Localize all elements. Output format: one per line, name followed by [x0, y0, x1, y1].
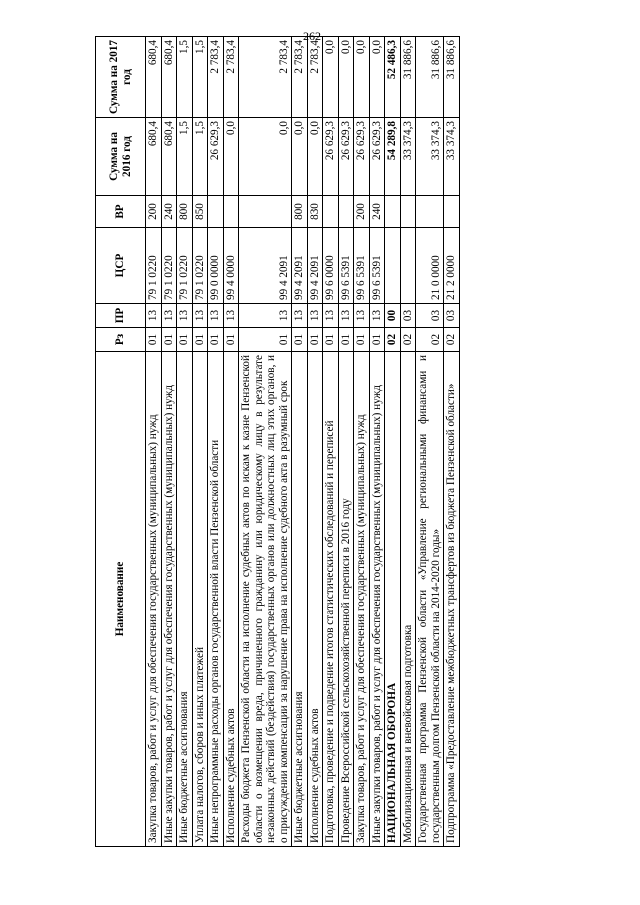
- cell-sum-2016: 680,4: [161, 118, 177, 196]
- cell-rz: 01: [354, 328, 370, 352]
- cell-rz: 01: [369, 328, 385, 352]
- table-header-row: [96, 37, 146, 847]
- table-row: [354, 37, 370, 847]
- table-row: [338, 37, 354, 847]
- cell-sum-2016: 1,5: [177, 118, 193, 196]
- table-row: [223, 37, 239, 847]
- cell-csr: 99 4 0000: [223, 228, 239, 304]
- cell-sum-2017: 0,0: [323, 37, 339, 118]
- cell-sum-2017: 52 486,3: [385, 37, 401, 118]
- header-csr: ЦСР: [96, 228, 146, 304]
- cell-pr: 13: [338, 304, 354, 328]
- cell-name: Иные закупки товаров, работ и услуг для обеспечения государственных (муниципальных) нужд: [369, 352, 385, 847]
- cell-name: Исполнение судебных актов: [223, 352, 239, 847]
- cell-vr: [338, 196, 354, 228]
- cell-pr: 13: [146, 304, 162, 328]
- cell-rz: 01: [208, 328, 224, 352]
- cell-vr: [400, 196, 416, 228]
- cell-csr: 99 6 5391: [354, 228, 370, 304]
- table-row: [177, 37, 193, 847]
- cell-pr: 03: [400, 304, 416, 328]
- cell-sum-2017: 31 886,6: [400, 37, 416, 118]
- cell-sum-2017: 31 886,6: [444, 37, 460, 118]
- cell-csr: 79 1 0220: [177, 228, 193, 304]
- cell-csr: 79 1 0220: [146, 228, 162, 304]
- cell-csr: [385, 228, 401, 304]
- cell-name: Уплата налогов, сборов и иных платежей: [192, 352, 208, 847]
- cell-csr: 79 1 0220: [192, 228, 208, 304]
- cell-vr: 200: [354, 196, 370, 228]
- cell-pr: 13: [354, 304, 370, 328]
- cell-name: Иные закупки товаров, работ и услуг для обеспечения государственных (муниципальных) нужд: [161, 352, 177, 847]
- table-row: [192, 37, 208, 847]
- cell-vr: 200: [146, 196, 162, 228]
- header-name: Наименование: [96, 352, 146, 847]
- table-row: [444, 37, 460, 847]
- cell-pr: 13: [239, 304, 292, 328]
- cell-rz: 01: [161, 328, 177, 352]
- cell-sum-2016: 33 374,3: [400, 118, 416, 196]
- cell-name: Государственная программа Пензенской области «Управление региональными финансами и государственным долгом Пензенской области на 2014-2020 годы»: [416, 352, 444, 847]
- cell-vr: 240: [161, 196, 177, 228]
- table-row: [146, 37, 162, 847]
- header-rz: Рз: [96, 328, 146, 352]
- cell-csr: 21 0 0000: [416, 228, 444, 304]
- cell-vr: 800: [292, 196, 308, 228]
- cell-pr: 13: [292, 304, 308, 328]
- table-row: [416, 37, 444, 847]
- cell-name: Иные бюджетные ассигнования: [177, 352, 193, 847]
- cell-csr: 99 4 2091: [239, 228, 292, 304]
- cell-sum-2016: 26 629,3: [208, 118, 224, 196]
- cell-rz: 01: [146, 328, 162, 352]
- table-row: [292, 37, 308, 847]
- cell-vr: [416, 196, 444, 228]
- cell-sum-2016: 26 629,3: [354, 118, 370, 196]
- cell-rz: 02: [385, 328, 401, 352]
- cell-sum-2016: 26 629,3: [323, 118, 339, 196]
- cell-rz: 01: [338, 328, 354, 352]
- cell-vr: [323, 196, 339, 228]
- cell-name: Исполнение судебных актов: [307, 352, 323, 847]
- cell-csr: 99 6 5391: [338, 228, 354, 304]
- header-sum-2017: Сумма на 2017 год: [96, 37, 146, 118]
- cell-rz: 02: [400, 328, 416, 352]
- cell-sum-2017: 2 783,4: [208, 37, 224, 118]
- cell-pr: 13: [161, 304, 177, 328]
- cell-sum-2016: 54 289,8: [385, 118, 401, 196]
- cell-sum-2017: 2 783,4: [307, 37, 323, 118]
- cell-vr: [239, 196, 292, 228]
- cell-csr: 99 6 0000: [323, 228, 339, 304]
- header-pr: ПР: [96, 304, 146, 328]
- header-sum-2016: Сумма на 2016 год: [96, 118, 146, 196]
- cell-sum-2016: 1,5: [192, 118, 208, 196]
- table-row: [323, 37, 339, 847]
- cell-sum-2016: 26 629,3: [369, 118, 385, 196]
- cell-sum-2017: 680,4: [161, 37, 177, 118]
- cell-name: НАЦИОНАЛЬНАЯ ОБОРОНА: [385, 352, 401, 847]
- table-row: [400, 37, 416, 847]
- budget-table: [95, 36, 460, 847]
- cell-rz: 01: [292, 328, 308, 352]
- cell-pr: 03: [444, 304, 460, 328]
- cell-name: Подпрограмма «Предоставление межбюджетных трансфертов из бюджета Пензенской области»: [444, 352, 460, 847]
- table-row: [161, 37, 177, 847]
- cell-rz: 01: [177, 328, 193, 352]
- cell-csr: 21 2 0000: [444, 228, 460, 304]
- cell-rz: 01: [307, 328, 323, 352]
- cell-sum-2017: 0,0: [338, 37, 354, 118]
- page-number: 262: [303, 29, 321, 43]
- cell-pr: 00: [385, 304, 401, 328]
- cell-rz: 02: [416, 328, 444, 352]
- cell-sum-2017: 0,0: [369, 37, 385, 118]
- cell-sum-2017: 1,5: [177, 37, 193, 118]
- cell-pr: 13: [307, 304, 323, 328]
- cell-name: Иные бюджетные ассигнования: [292, 352, 308, 847]
- cell-vr: 830: [307, 196, 323, 228]
- cell-name: Подготовка, проведение и подведение итогов статистических обследований и переписей: [323, 352, 339, 847]
- cell-sum-2017: 31 886,6: [416, 37, 444, 118]
- cell-pr: 13: [369, 304, 385, 328]
- cell-vr: [385, 196, 401, 228]
- table-row: [385, 37, 401, 847]
- cell-csr: 99 6 5391: [369, 228, 385, 304]
- cell-name: Закупка товаров, работ и услуг для обеспечения государственных (муниципальных) нужд: [354, 352, 370, 847]
- cell-name: Мобилизационная и вневойсковая подготовка: [400, 352, 416, 847]
- cell-rz: 01: [239, 328, 292, 352]
- cell-sum-2016: 680,4: [146, 118, 162, 196]
- table-row: [208, 37, 224, 847]
- table-row: [307, 37, 323, 847]
- cell-name: Иные непрограммные расходы органов государственной власти Пензенской области: [208, 352, 224, 847]
- cell-pr: 13: [208, 304, 224, 328]
- cell-rz: 01: [192, 328, 208, 352]
- cell-vr: 800: [177, 196, 193, 228]
- cell-sum-2016: 33 374,3: [444, 118, 460, 196]
- cell-csr: [400, 228, 416, 304]
- cell-csr: 99 4 2091: [307, 228, 323, 304]
- cell-pr: 13: [323, 304, 339, 328]
- cell-sum-2016: 0,0: [307, 118, 323, 196]
- cell-csr: 79 1 0220: [161, 228, 177, 304]
- cell-csr: 99 4 2091: [292, 228, 308, 304]
- cell-sum-2017: 0,0: [354, 37, 370, 118]
- budget-table-container: [95, 37, 584, 847]
- cell-pr: 13: [177, 304, 193, 328]
- cell-rz: 01: [223, 328, 239, 352]
- cell-sum-2016: 0,0: [223, 118, 239, 196]
- cell-rz: 02: [444, 328, 460, 352]
- cell-sum-2017: 2 783,4: [292, 37, 308, 118]
- header-vr: ВР: [96, 196, 146, 228]
- table-row: [369, 37, 385, 847]
- cell-vr: [444, 196, 460, 228]
- cell-sum-2017: 680,4: [146, 37, 162, 118]
- cell-sum-2016: 0,0: [239, 118, 292, 196]
- cell-pr: 13: [192, 304, 208, 328]
- table-body: [146, 37, 460, 847]
- cell-sum-2017: 2 783,4: [223, 37, 239, 118]
- cell-vr: [223, 196, 239, 228]
- cell-pr: 03: [416, 304, 444, 328]
- cell-sum-2017: 1,5: [192, 37, 208, 118]
- cell-rz: 01: [323, 328, 339, 352]
- cell-sum-2016: 26 629,3: [338, 118, 354, 196]
- cell-name: Закупка товаров, работ и услуг для обеспечения государственных (муниципальных) нужд: [146, 352, 162, 847]
- table-row: [239, 37, 292, 847]
- cell-csr: 99 0 0000: [208, 228, 224, 304]
- cell-sum-2017: 2 783,4: [239, 37, 292, 118]
- cell-name: Проведение Всероссийской сельскохозяйственной переписи в 2016 году: [338, 352, 354, 847]
- cell-vr: 850: [192, 196, 208, 228]
- cell-sum-2016: 0,0: [292, 118, 308, 196]
- cell-vr: 240: [369, 196, 385, 228]
- cell-sum-2016: 33 374,3: [416, 118, 444, 196]
- cell-vr: [208, 196, 224, 228]
- cell-name: Расходы бюджета Пензенской области на исполнение судебных актов по искам к казне Пензенской области о возмещении вреда, причиненного гражданину или юридическому лицу в результате незаконных действий (бездействия) государственных органов или должностных лиц этих органов, и о присуждении компенсации за нарушение права на исполнение судебного акта в разумный срок: [239, 352, 292, 847]
- cell-pr: 13: [223, 304, 239, 328]
